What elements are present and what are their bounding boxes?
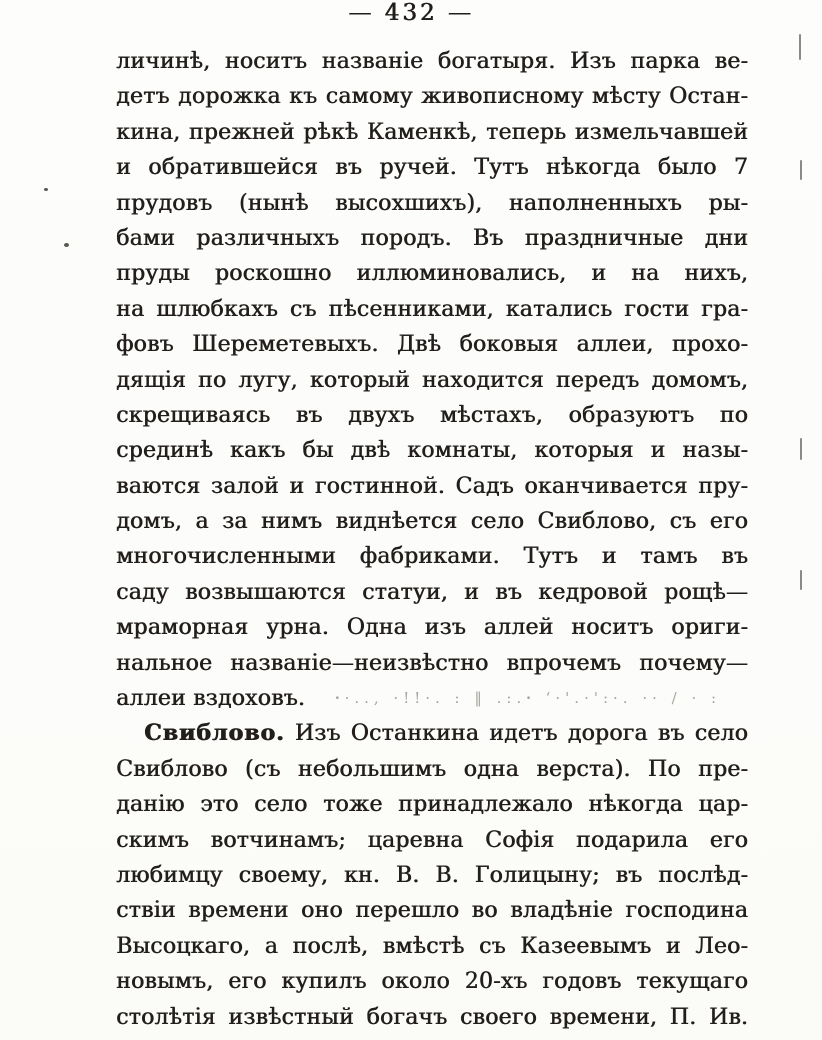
text-line: Высоцкаго, а послѣ, вмѣстѣ съ Казеевымъ и Лео- xyxy=(116,933,748,959)
text-line: ствіи времени оно перешло во владѣніе господина xyxy=(116,898,748,924)
print-artifact-noise: ꞏ·.., ·!!·. : ‖ .:.ꞏ ‘·'.·':·. ·· / · : xyxy=(334,689,722,708)
text-line: детъ дорожка къ самому живописному мѣсту Остан- xyxy=(116,84,748,110)
text-line: мраморная урна. Одна изъ аллей носитъ ориги- xyxy=(116,615,748,641)
text-line: многочисленными фабриками. Тутъ и тамъ въ xyxy=(116,544,748,570)
text-line: домъ, а за нимъ виднѣется село Свиблово, съ его xyxy=(116,509,748,535)
text-line: ваются залой и гостинной. Садъ оканчивается пру- xyxy=(116,473,748,499)
text-line: фовъ Шереметевыхъ. Двѣ боковыя аллеи, прохо- xyxy=(116,332,748,358)
ink-mark xyxy=(800,160,802,180)
page-number: — 432 — xyxy=(348,0,474,26)
text-line: любимцу своему, кн. В. В. Голицыну; въ послѣд- xyxy=(116,862,748,888)
text-line: новымъ, его купилъ около 20-хъ годовъ текущаго xyxy=(116,969,748,995)
text-line: данію это село тоже принадлежало нѣкогда цар- xyxy=(116,792,748,818)
text-block xyxy=(116,44,748,1035)
text-line: пруды роскошно иллюминовались, и на нихъ, xyxy=(116,261,748,287)
ink-mark xyxy=(800,438,802,460)
ink-speck xyxy=(64,243,69,247)
text-line: кина, прежней рѣкѣ Каменкѣ, теперь измельчавшей xyxy=(116,119,748,145)
text-line: столѣтія извѣстный богачъ своего времени, П. Ив. xyxy=(116,1004,748,1030)
ink-mark xyxy=(800,570,802,590)
text-line: нальное названіе—неизвѣстно впрочемъ почему— xyxy=(116,650,748,676)
paragraph-lead: Свиблово. xyxy=(144,720,285,747)
text-line: прудовъ (нынѣ высохшихъ), наполненныхъ ры- xyxy=(116,190,748,216)
ink-mark xyxy=(799,34,801,60)
text-line: на шлюбкахъ съ пѣсенниками, катались гости гра- xyxy=(116,296,748,322)
text-line: аллеи вздоховъ. ꞏ·.., ·!!·. : ‖ .:.ꞏ ‘·'.·':·. ·· / · : xyxy=(116,681,748,716)
text-line: срединѣ какъ бы двѣ комнаты, которыя и назы- xyxy=(116,438,748,464)
text-line: скрещиваясь въ двухъ мѣстахъ, образуютъ по xyxy=(116,402,748,428)
text-line: бами различныхъ породъ. Въ праздничные дни xyxy=(116,225,748,251)
text-line: саду возвышаются статуи, и въ кедровой рощѣ— xyxy=(116,579,748,605)
text-line: дящія по лугу, который находится передъ домомъ, xyxy=(116,367,748,393)
text-line: Свиблово (съ небольшимъ одна верста). По пре- xyxy=(116,756,748,782)
ink-speck xyxy=(44,188,48,191)
text-line: скимъ вотчинамъ; царевна Софія подарила его xyxy=(116,827,748,853)
text-line: личинѣ, носитъ названіе богатыря. Изъ парка ве- xyxy=(116,49,748,74)
text-line: Свиблово. Изъ Останкина идетъ дорога въ село xyxy=(144,720,748,747)
text-line: и обратившейся въ ручей. Тутъ нѣкогда было 7 xyxy=(116,155,748,181)
